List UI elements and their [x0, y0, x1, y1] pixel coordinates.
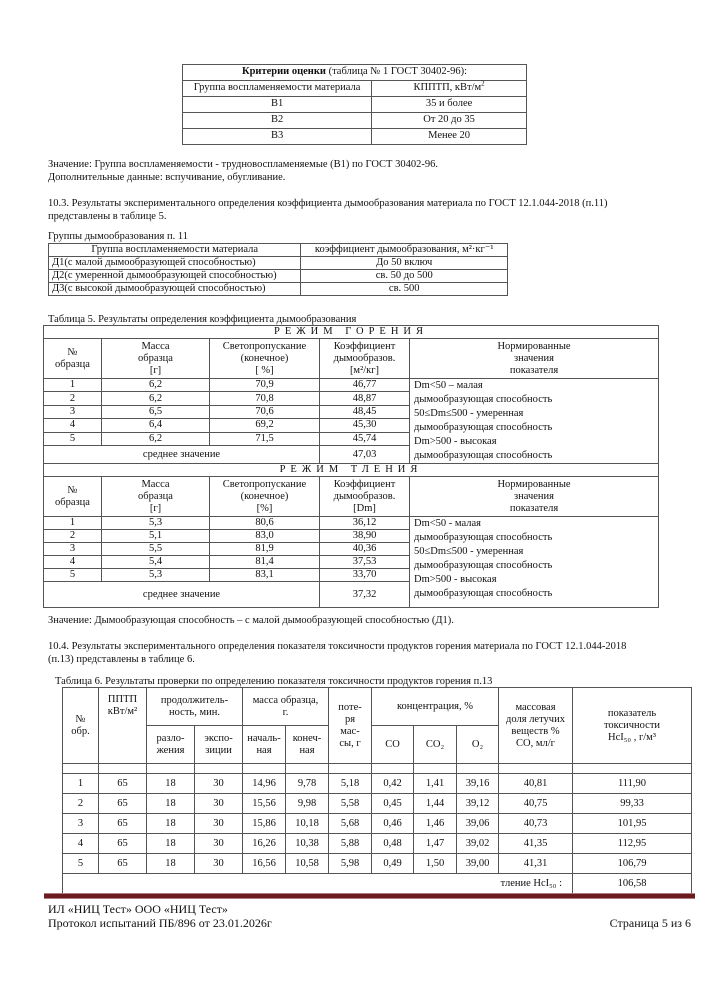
- table-row: 5 65 18 30 16,56 10,58 5,98 0,49 1,50 39,00 41,31 106,79: [63, 854, 692, 874]
- table5-mode-burning: РЕЖИМ ГОРЕНИЯ: [44, 326, 659, 339]
- table-row: В2 От 20 до 35: [183, 113, 527, 129]
- smoke-groups-caption: Группы дымообразования п. 11: [48, 231, 188, 242]
- table-row: 4 5,4 81,4 37,53: [44, 556, 659, 569]
- table-row: 4 65 18 30 16,26 10,38 5,88 0,48 1,47 39,02 41,35 112,95: [63, 834, 692, 854]
- table5-burning-norm: Dm<50 – малая дымообразующая способность 50≤Dm≤500 - умеренная дымообразующая способность Dm>500 - высокая дымообразующая способность: [410, 379, 659, 464]
- table-row: Д1(с малой дымообразующей способностью) До 50 включ: [49, 257, 508, 270]
- smoke-groups-col-coef: коэффициент дымообразования, м²·кг⁻¹: [301, 244, 508, 257]
- table5-header-coef: Коэффициент дымообразов. [м²/кг]: [320, 339, 410, 379]
- smoke-groups-table: [48, 243, 508, 296]
- table5-burning-average: среднее значение 47,03: [44, 446, 659, 464]
- table6-header-co: CO: [372, 726, 414, 764]
- table5-header-mass: Масса образца [г]: [102, 339, 210, 379]
- table6-header-expo: экспо- зиции: [195, 726, 243, 764]
- table6-header-o2: O₂: [457, 726, 499, 764]
- footer-divider: [44, 893, 695, 899]
- table6-caption: Таблица 6. Результаты проверки по определению показателя токсичности продуктов горения п.13: [55, 676, 493, 687]
- table6-total-value: 106,58: [573, 874, 692, 894]
- table6-total-row: [63, 874, 692, 894]
- criteria-col-kpptp: КППТП, кВт/$м^2$: [372, 81, 527, 97]
- footer-protocol: Протокол испытаний ПБ/896 от 23.01.2026г: [48, 916, 272, 930]
- table5-header-norm: Нормированные значения показателя: [410, 339, 659, 379]
- footer-org: ИЛ «НИЦ Тест» ООО «НИЦ Тест»: [48, 902, 228, 916]
- criteria-col-group: Группа воспламеняемости материала: [183, 81, 372, 97]
- table6-header-pptp: ППТП кВт/м²: [99, 688, 147, 764]
- table6-header-conc: концентрация, %: [372, 688, 499, 726]
- table-row: 1 65 18 30 14,96 9,78 5,18 0,42 1,41 39,16 40,81 111,90: [63, 774, 692, 794]
- table5-caption: Таблица 5. Результаты определения коэффициента дымообразования: [48, 314, 357, 325]
- table-row: В3 Менее 20: [183, 129, 527, 145]
- table5-header-light: Светопропускание (конечное) [%]: [210, 477, 320, 517]
- table-row: 1 6,2 70,9 46,77 Dm<50 – малая дымообразующая способность 50≤Dm≤500 - умеренная дымообразующая способность Dm>500 - высокая дымообразующая способность: [44, 379, 659, 392]
- table5-smoldering-average: среднее значение 37,32: [44, 582, 659, 608]
- table-row: 2 5,1 83,0 38,90: [44, 530, 659, 543]
- section-10-3-line2: представлены в таблице 5.: [48, 211, 167, 222]
- table5-smoke-coefficient: [43, 325, 659, 608]
- table6-header-mass-end: конеч- ная: [286, 726, 329, 764]
- table6-header-volatile: массовая доля летучих веществ % CO, мл/г: [499, 688, 573, 764]
- table-row: 2 6,2 70,8 48,87: [44, 392, 659, 405]
- section-10-4-line1: 10.4. Результаты экспериментального определения показателя токсичности продуктов горения материала по ГОСТ 12.1.044-2018: [48, 641, 627, 652]
- criteria-table: [182, 64, 527, 145]
- table-row: Д2(с умеренной дымообразующей способностью) св. 50 до 500: [49, 270, 508, 283]
- table-row: 5 5,3 83,1 33,70: [44, 569, 659, 582]
- table-row: В1 35 и более: [183, 97, 527, 113]
- table5-header-num: № образца: [44, 477, 102, 517]
- table6-total-label: тление HcI₅₀ :: [63, 874, 573, 894]
- table5-header-norm: Нормированные значения показателя: [410, 477, 659, 517]
- ignition-result-extra: Дополнительные данные: вспучивание, обугливание.: [48, 172, 286, 183]
- table-row: 1 5,3 80,6 36,12 Dm<50 - малая дымообразующая способность 50≤Dm≤500 - умеренная дымообразующая способность Dm>500 - высокая дымообразующая способность: [44, 517, 659, 530]
- table-row: 5 6,2 71,5 45,74: [44, 432, 659, 445]
- criteria-title: Критерии оценки (таблица № 1 ГОСТ 30402-96):: [183, 65, 527, 81]
- table6-header-duration: продолжитель- ность, мин.: [147, 688, 243, 726]
- table5-smoldering-norm: Dm<50 - малая дымообразующая способность 50≤Dm≤500 - умеренная дымообразующая способность Dm>500 - высокая дымообразующая способность: [410, 517, 659, 608]
- table6-header-mass-start: началь- ная: [243, 726, 286, 764]
- table-row: 4 6,4 69,2 45,30: [44, 419, 659, 432]
- table5-header-mass: Масса образца [г]: [102, 477, 210, 517]
- table5-header-num: № образца: [44, 339, 102, 379]
- table5-header-light: Светопропускание (конечное) [ %]: [210, 339, 320, 379]
- table6-header-mass: масса образца, г.: [243, 688, 329, 726]
- table-row: Д3(с высокой дымообразующей способностью) св. 500: [49, 283, 508, 296]
- table-row: 3 65 18 30 15,86 10,18 5,68 0,46 1,46 39,06 40,73 101,95: [63, 814, 692, 834]
- table6-header-loss: поте- ря мас- сы, г: [329, 688, 372, 764]
- smoke-groups-col-group: Группа воспламеняемости материала: [49, 244, 301, 257]
- table6-toxicity: [62, 687, 692, 894]
- section-10-3-line1: 10.3. Результаты экспериментального определения коэффициента дымообразования материала по ГОСТ 12.1.044-2018 (п.11): [48, 198, 608, 209]
- table-row: 3 5,5 81,9 40,36: [44, 543, 659, 556]
- table-row: 2 65 18 30 15,56 9,98 5,58 0,45 1,44 39,12 40,75 99,33: [63, 794, 692, 814]
- table5-header-coef: Коэффициент дымообразов. [Dm]: [320, 477, 410, 517]
- table6-header-num: № обр.: [63, 688, 99, 764]
- table-row: 3 6,5 70,6 48,45: [44, 405, 659, 418]
- table6-header-tox: показатель токсичности HcI₅₀ , г/м³: [573, 688, 692, 764]
- section-10-4-line2: (п.13) представлены в таблице 6.: [48, 654, 195, 665]
- table5-mode-smoldering: РЕЖИМ ТЛЕНИЯ: [44, 464, 659, 477]
- table6-header-decomp: разло- жения: [147, 726, 195, 764]
- smoke-result: Значение: Дымообразующая способность – с малой дымообразующей способностью (Д1).: [48, 615, 454, 626]
- table6-header-co2: CO₂: [414, 726, 457, 764]
- footer-page-number: Страница 5 из 6: [609, 916, 691, 930]
- ignition-result-meaning: Значение: Группа воспламеняемости - трудновоспламеняемые (В1) по ГОСТ 30402-96.: [48, 159, 438, 170]
